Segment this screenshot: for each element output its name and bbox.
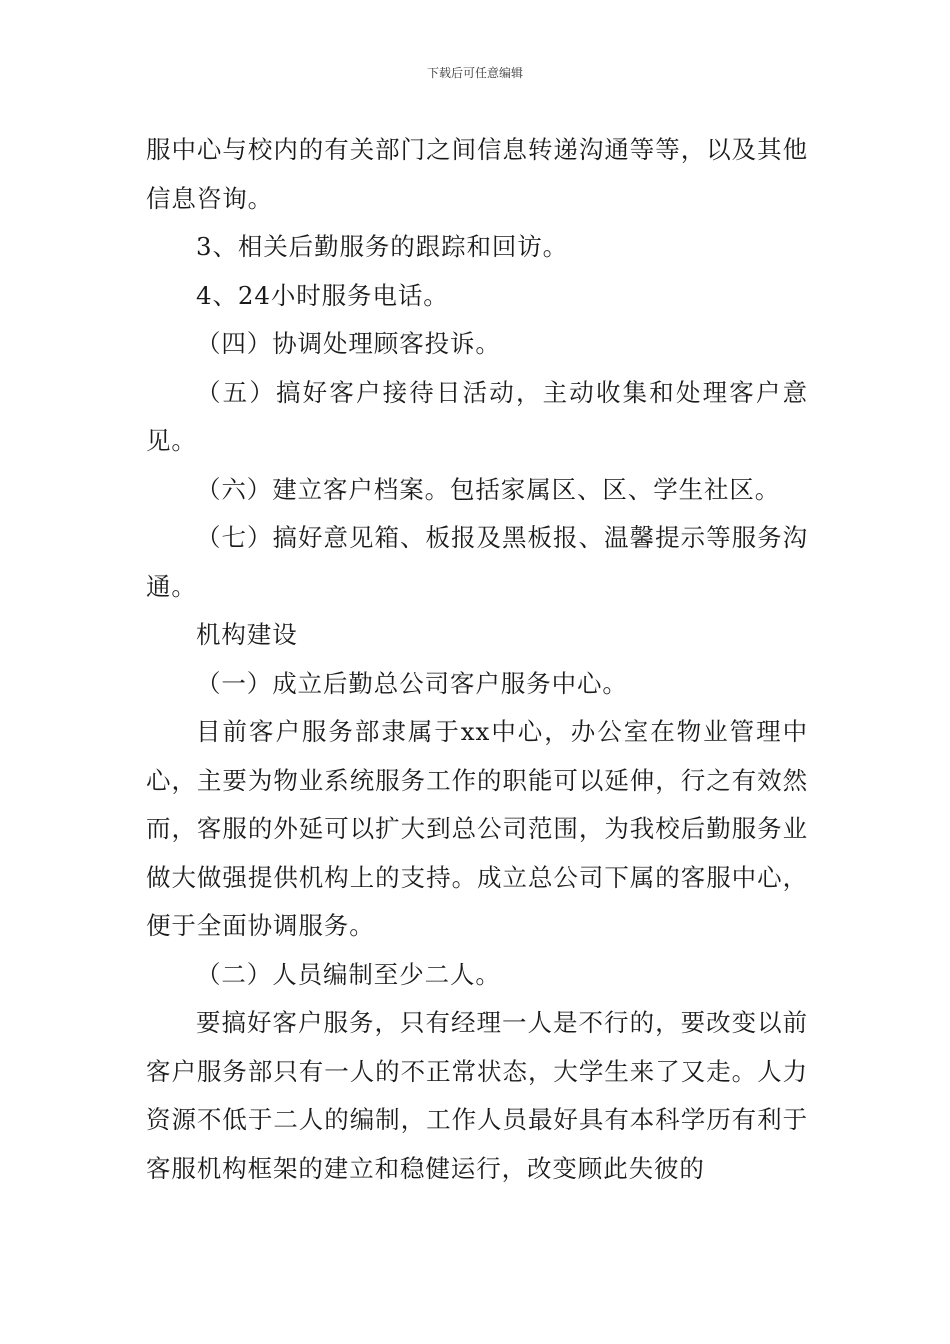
section-heading: 机构建设	[196, 620, 298, 649]
paragraph: 4、24小时服务电话。	[196, 280, 449, 310]
paragraph: （四）协调处理顾客投诉。	[196, 329, 501, 358]
paragraph: （一）成立后勤总公司客户服务中心。	[196, 668, 628, 698]
document-body	[146, 126, 808, 1193]
page-header: 下载后可任意编辑	[426, 66, 523, 80]
paragraph: 服中心与校内的有关部门之间信息转递沟通等等，以及其他信息咨询。	[146, 135, 808, 213]
paragraph: （六）建立客户档案。包括家属区、区、学生社区。	[196, 474, 781, 504]
paragraph: （七）搞好意见箱、板报及黑板报、温馨提示等服务沟通。	[146, 523, 808, 601]
paragraph: （二）人员编制至少二人。	[196, 959, 501, 989]
paragraph: 要搞好客户服务，只有经理一人是不行的，要改变以前客户服务部只有一人的不正常状态，大学生来了又走。人力资源不低于二人的编制，工作人员最好具有本科学历有利于客服机构框架的建立和稳健运行，改变顾此失彼的	[146, 1008, 808, 1183]
paragraph: （五）搞好客户接待日活动，主动收集和处理客户意见。	[146, 377, 808, 455]
paragraph: 3、相关后勤服务的跟踪和回访。	[196, 232, 569, 261]
paragraph: 目前客户服务部隶属于xx中心，办公室在物业管理中心，主要为物业系统服务工作的职能可以延伸，行之有效然而，客服的外延可以扩大到总公司范围，为我校后勤服务业做大做强提供机构上的支持。成立总公司下属的客服中心，便于全面协调服务。	[146, 717, 808, 940]
